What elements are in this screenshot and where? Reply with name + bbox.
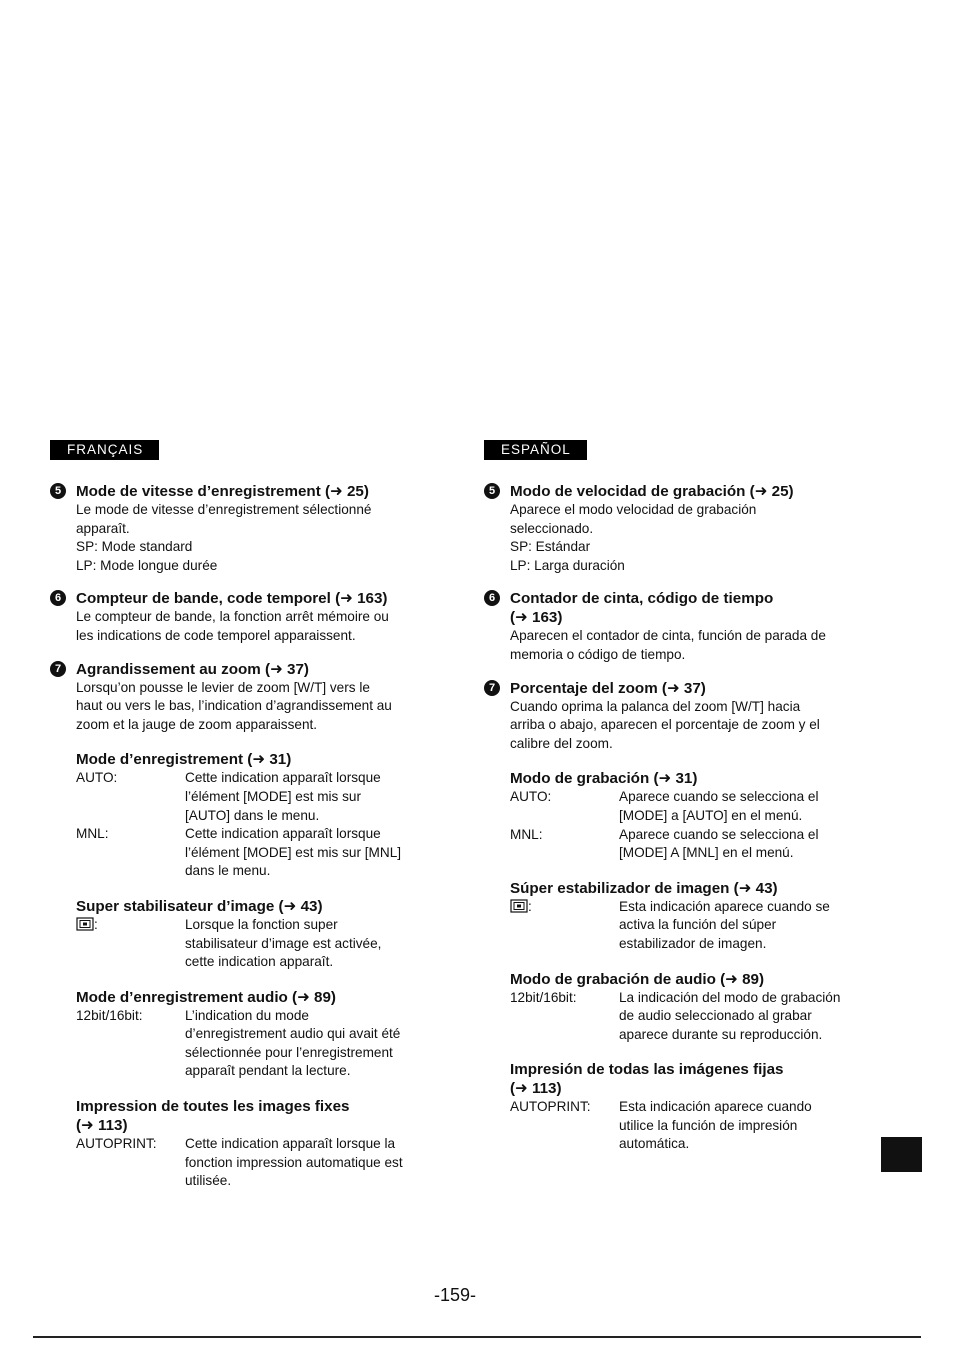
section-heading (50, 589, 435, 608)
section-title: Mode de vitesse d’enregistrement (➜ 25) (76, 483, 369, 500)
definition-line: La indicación del modo de grabación (619, 989, 841, 1005)
definition-line: stabilisateur d’image est activée, (185, 935, 382, 951)
body-line: Le mode de vitesse d’enregistrement sélectionné (76, 502, 372, 517)
term-label: : (528, 898, 532, 914)
section-title: Contador de cinta, código de tiempo (➜ 163) (510, 590, 774, 627)
definition-line: L’indication du mode (185, 1007, 309, 1023)
spanish-subsections (484, 769, 874, 1154)
definition-text (185, 825, 435, 881)
definition-line: [MODE] A [MNL] en el menú. (619, 845, 794, 861)
definition-line: automática. (619, 1136, 690, 1152)
section-body (484, 627, 874, 664)
section-heading (484, 589, 874, 627)
definition-term (510, 989, 619, 1045)
section-heading (50, 482, 435, 501)
definition-term (510, 898, 619, 954)
definition-line: cette indication apparaît. (185, 954, 334, 970)
definition-line: Aparece cuando se selecciona el (619, 789, 819, 805)
numbered-section (50, 589, 435, 645)
definition-row (76, 1007, 435, 1081)
section-body (484, 501, 874, 575)
subsection-title: Impression de toutes les images fixes (➜ 113) (76, 1098, 350, 1135)
subsection-title: Modo de grabación de audio (➜ 89) (510, 970, 765, 988)
body-line: SP: Mode standard (76, 539, 193, 555)
section-body (50, 608, 435, 645)
section-title: Porcentaje del zoom (➜ 37) (510, 679, 706, 697)
number-bullet-icon: 6 (484, 590, 500, 606)
body-line: Le compteur de bande, la fonction arrêt mémoire ou (76, 609, 389, 625)
section-body (50, 679, 435, 735)
side-index-tab (881, 1137, 922, 1172)
term-label: AUTOPRINT: (510, 1099, 591, 1115)
definition-line: Esta indicación aparece cuando se (619, 898, 830, 914)
definition-line: de audio seleccionado al grabar (619, 1008, 812, 1024)
body-line: apparaît. (76, 520, 130, 536)
image-stabilizer-icon (510, 899, 528, 913)
indicator-subsection (484, 879, 874, 954)
subsection-title: Súper estabilizador de imagen (➜ 43) (510, 879, 778, 897)
section-body (50, 501, 435, 575)
definition-line: dans le menu. (185, 863, 271, 879)
body-line: seleccionado. (510, 520, 594, 536)
definition-line: Cette indication apparaît lorsque la (185, 1136, 396, 1152)
definition-line: [MODE] a [AUTO] en el menú. (619, 807, 803, 823)
numbered-section (484, 679, 874, 754)
definition-row (510, 788, 874, 825)
term-label: MNL: (76, 826, 109, 842)
definition-text (619, 898, 874, 954)
term-label: AUTO: (510, 789, 552, 805)
definition-line: fonction impression automatique est (185, 1154, 403, 1170)
definition-term (76, 916, 185, 972)
body-line: memoria o código de tiempo. (510, 646, 686, 662)
body-line: Aparece el modo velocidad de grabación (510, 502, 757, 517)
numbered-section (50, 660, 435, 735)
definition-line: Cette indication apparaît lorsque (185, 826, 381, 842)
definition-row (510, 826, 874, 863)
definition-term (510, 826, 619, 863)
term-label: : (94, 916, 98, 932)
page-number: -159- (433, 1285, 477, 1305)
definition-row (76, 825, 435, 881)
definition-line: l’élément [MODE] est mis sur (185, 788, 362, 804)
body-line: Lorsqu’on pousse le levier de zoom [W/T] vers le (76, 679, 370, 695)
section-title: Agrandissement au zoom (➜ 37) (76, 660, 309, 678)
french-subsections (50, 750, 435, 1191)
section-heading (50, 660, 435, 679)
definition-text (185, 1007, 435, 1081)
definition-text (619, 1098, 874, 1154)
indicator-subsection (484, 1060, 874, 1154)
definition-line: sélectionnée pour l’enregistrement (185, 1044, 393, 1060)
bottom-rule (33, 1336, 921, 1338)
body-line: Aparecen el contador de cinta, función de parada de (510, 628, 826, 644)
indicator-subsection (484, 970, 874, 1045)
term-label: MNL: (510, 826, 543, 842)
number-bullet-icon: 7 (50, 661, 66, 677)
definition-term (76, 769, 185, 825)
body-line: LP: Larga duración (510, 557, 625, 573)
spanish-sections (484, 482, 874, 753)
body-line: SP: Estándar (510, 539, 591, 555)
definition-term (510, 788, 619, 825)
subsection-title: Mode d’enregistrement audio (➜ 89) (76, 988, 336, 1006)
body-line: zoom et la jauge de zoom apparaissent. (76, 716, 318, 732)
definition-row (76, 1135, 435, 1191)
definition-line: Lorsque la fonction super (185, 916, 338, 932)
definition-term (76, 1135, 185, 1191)
body-line: arriba o abajo, aparecen el porcentaje de zoom y el (510, 717, 820, 733)
number-bullet-icon: 5 (50, 483, 66, 499)
definition-text (619, 788, 874, 825)
definition-term (76, 1007, 185, 1081)
french-column (50, 440, 435, 1191)
subsection-title: Mode d’enregistrement (➜ 31) (76, 751, 292, 769)
definition-text (185, 769, 435, 825)
language-tab-spanish: ESPAÑOL (484, 440, 587, 460)
definition-line: [AUTO] dans le menu. (185, 807, 320, 823)
french-sections (50, 482, 435, 734)
definition-line: utilice la función de impresión (619, 1117, 798, 1133)
term-label: AUTO: (76, 770, 118, 786)
body-line: calibre del zoom. (510, 735, 613, 751)
image-stabilizer-icon (76, 917, 94, 931)
subsection-title: Super stabilisateur d’image (➜ 43) (76, 897, 323, 915)
definition-line: aparece durante su reproducción. (619, 1026, 823, 1042)
body-line: Cuando oprima la palanca del zoom [W/T] hacia (510, 698, 801, 714)
definition-text (185, 916, 435, 972)
numbered-section (484, 482, 874, 575)
subsection-title: Impresión de todas las imágenes fijas (➜ 113) (510, 1061, 784, 1098)
definition-line: l’élément [MODE] est mis sur [MNL] (185, 844, 402, 860)
definition-line: Cette indication apparaît lorsque (185, 770, 381, 786)
definition-line: Esta indicación aparece cuando (619, 1099, 812, 1115)
definition-row (76, 916, 435, 972)
definition-line: Aparece cuando se selecciona el (619, 826, 819, 842)
number-bullet-icon: 6 (50, 590, 66, 606)
section-body (484, 698, 874, 754)
definition-row (510, 1098, 874, 1154)
indicator-subsection (50, 1097, 435, 1191)
spanish-column (484, 440, 874, 1154)
indicator-subsection (50, 988, 435, 1081)
definition-row (510, 989, 874, 1045)
definition-text (185, 1135, 435, 1191)
definition-line: d’enregistrement audio qui avait été (185, 1026, 401, 1042)
section-heading (484, 482, 874, 501)
definition-line: estabilizador de imagen. (619, 935, 767, 951)
body-line: LP: Mode longue durée (76, 557, 218, 573)
definition-term (76, 825, 185, 881)
numbered-section (50, 482, 435, 575)
definition-text (619, 826, 874, 863)
term-label: AUTOPRINT: (76, 1136, 157, 1152)
definition-term (510, 1098, 619, 1154)
definition-line: apparaît pendant la lecture. (185, 1063, 351, 1079)
number-bullet-icon: 5 (484, 483, 500, 499)
number-bullet-icon: 7 (484, 680, 500, 696)
body-line: haut ou vers le bas, l’indication d’agrandissement au (76, 698, 392, 714)
language-tab-french: FRANÇAIS (50, 440, 159, 460)
numbered-section (484, 589, 874, 664)
section-title: Modo de velocidad de grabación (➜ 25) (510, 483, 794, 500)
term-label: 12bit/16bit: (510, 989, 577, 1005)
definition-row (76, 769, 435, 825)
definition-line: utilisée. (185, 1173, 232, 1189)
indicator-subsection (484, 769, 874, 862)
body-line: les indications de code temporel apparaissent. (76, 627, 356, 643)
subsection-title: Modo de grabación (➜ 31) (510, 770, 698, 788)
indicator-subsection (50, 897, 435, 972)
definition-line: activa la función del súper (619, 917, 777, 933)
definition-text (619, 989, 874, 1045)
term-label: 12bit/16bit: (76, 1007, 143, 1023)
definition-row (510, 898, 874, 954)
indicator-subsection (50, 750, 435, 881)
section-heading (484, 679, 874, 698)
section-title: Compteur de bande, code temporel (➜ 163) (76, 590, 388, 608)
